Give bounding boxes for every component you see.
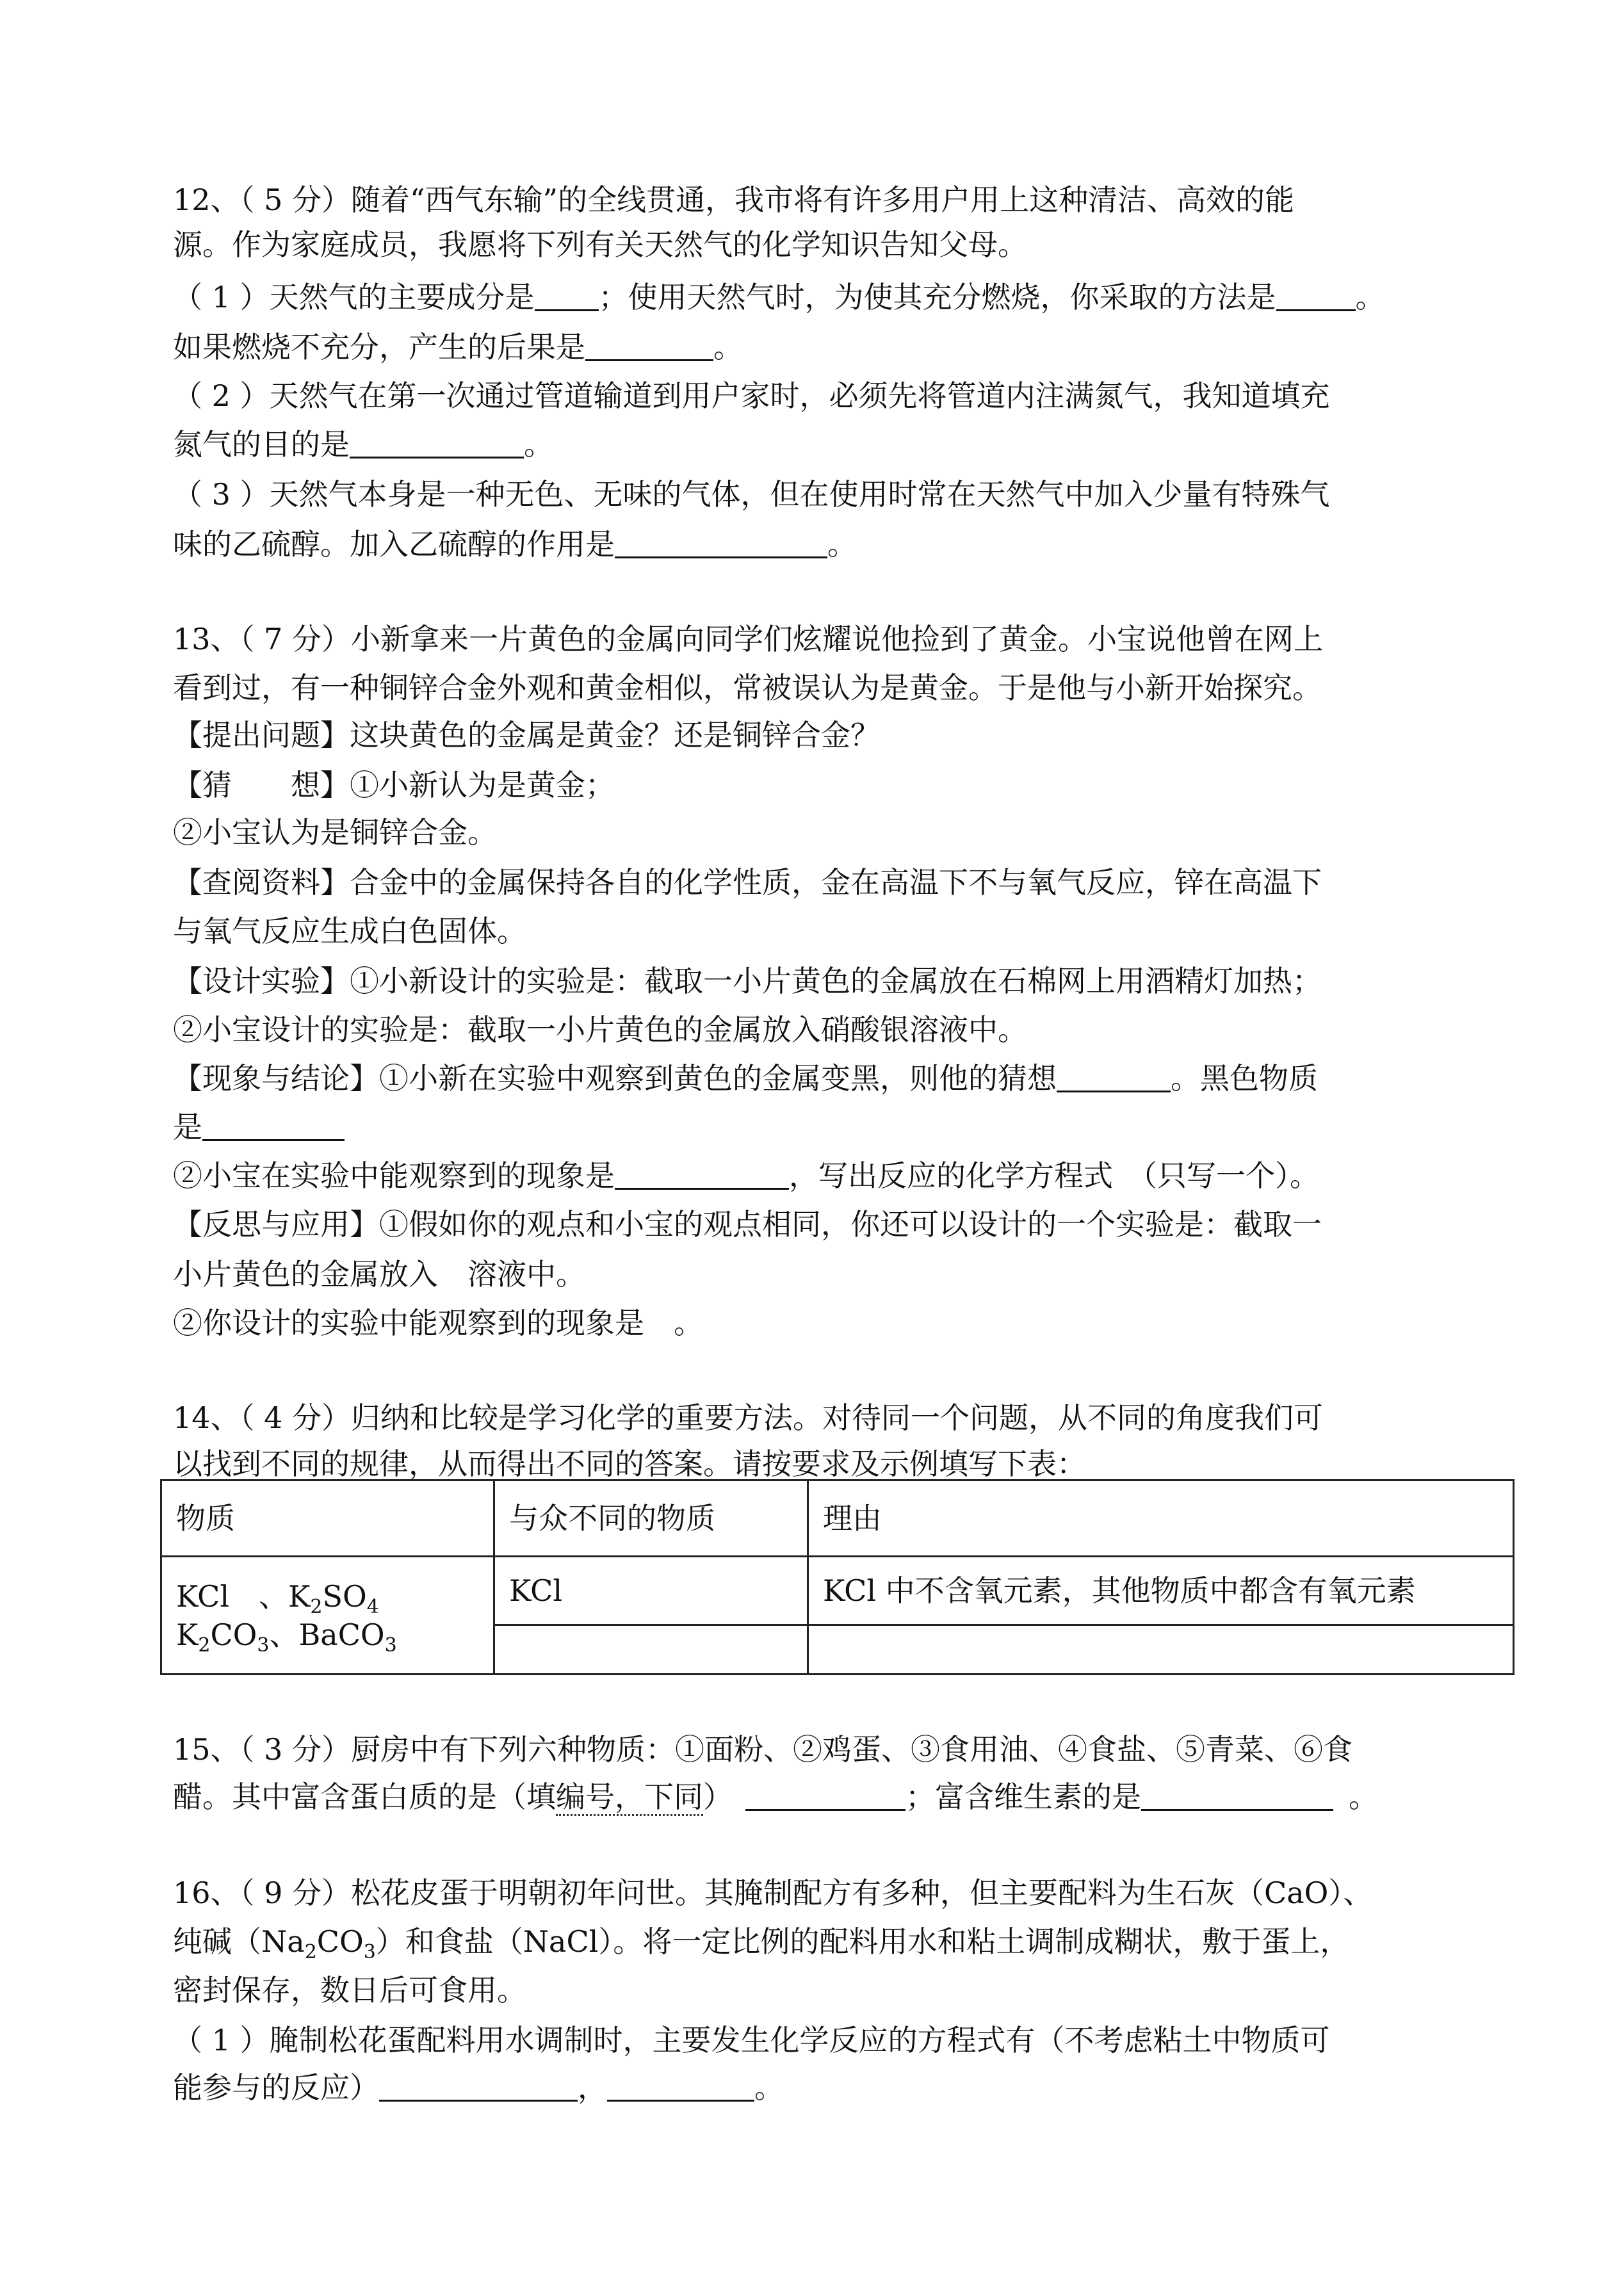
q12-line-7: （ 3 ）天然气本身是一种无色、无味的气体，但在使用时常在天然气中加入少量有特殊气 [173, 477, 1330, 512]
odd-one-cell: KCl [494, 1557, 808, 1625]
q12-line-5: （ 2 ）天然气在第一次通过管道输道到用户家时，必须先将管道内注满氮气，我知道填充 [173, 378, 1330, 413]
q16-line-4: （ 1 ）腌制松花蛋配料用水调制时，主要发生化学反应的方程式有（不考虑粘土中物质可 [173, 2023, 1330, 2057]
table-header-cell: 物质 [161, 1480, 494, 1557]
table-header-cell: 理由 [808, 1480, 1514, 1557]
q13-line-8: 【设计实验】①小新设计的实验是：截取一小片黄色的金属放在石棉网上用酒精灯加热； [173, 964, 1322, 998]
answer-blank[interactable] [745, 1781, 905, 1811]
q15-line-2: 醋。其中富含蛋白质的是（填编号，下同） ；富含维生素的是 。 [173, 1778, 1378, 1816]
q15-line-1: 15、（ 3 分）厨房中有下列六种物质：①面粉、②鸡蛋、③食用油、④食盐、⑤青菜、⑥食 [173, 1732, 1353, 1767]
answer-cell[interactable] [494, 1625, 808, 1675]
q12-line-2: 源。作为家庭成员，我愿将下列有关天然气的化学知识告知父母。 [173, 227, 1027, 262]
q13-line-3: 【提出问题】这块黄色的金属是黄金？还是铜锌合金？ [173, 718, 880, 752]
q13-line-13: 【反思与应用】①假如你的观点和小宝的观点相同，你还可以设计的一个实验是：截取一 [173, 1207, 1322, 1242]
substances-cell: KCl 、$K_2SO_4$ $K_2CO_3$、BaCO$_3$ [161, 1557, 494, 1675]
q13-line-15: ②你设计的实验中能观察到的现象是 。 [173, 1306, 703, 1340]
answer-blank[interactable] [350, 428, 524, 458]
q16-line-2: 纯碱$(Na_2CO_3)$和食盐（NaCl）。将一定比例的配料用水和粘土调制成糊状，敷于蛋上， [173, 1924, 1350, 1963]
q13-line-5: ②小宝认为是铜锌合金。 [173, 815, 497, 850]
q14-line-2: 以找到不同的规律，从而得出不同的答案。请按要求及示例填写下表： [173, 1447, 1086, 1481]
table-row [161, 1557, 1514, 1625]
answer-blank[interactable] [585, 331, 713, 361]
q13-line-11: 是 [173, 1108, 345, 1146]
q14-line-1: 14、（ 4 分）归纳和比较是学习化学的重要方法。对待同一个问题，从不同的角度我们可 [173, 1400, 1324, 1435]
q13-line-6: 【查阅资料】合金中的金属保持各自的化学性质，金在高温下不与氧气反应，锌在高温下 [173, 865, 1322, 900]
answer-blank[interactable] [607, 2072, 754, 2102]
answer-blank[interactable] [615, 1160, 789, 1190]
q16-line-5: 能参与的反应） ， 。 [173, 2070, 784, 2105]
q16-line-1: 16、（ 9 分）松花皮蛋于明朝初年问世。其腌制配方有多种，但主要配料为生石灰（CaO）、 [173, 1876, 1373, 1910]
answer-blank[interactable] [535, 281, 599, 311]
answer-blank[interactable] [379, 2072, 578, 2102]
comparison-table [160, 1479, 1514, 1675]
q12-line-1: 12、（ 5 分）随着“西气东输”的全线贯通，我市将有许多用户用上这种清洁、高效的能 [173, 182, 1295, 217]
reason-cell: KCl 中不含氧元素，其他物质中都含有氧元素 [808, 1557, 1514, 1625]
q12-line-3: （ 1 ）天然气的主要成分是 ；使用天然气时，为使其充分燃烧，你采取的方法是 。 [173, 280, 1385, 314]
answer-blank[interactable] [1057, 1062, 1171, 1092]
q13-line-1: 13、（ 7 分）小新拿来一片黄色的金属向同学们炫耀说他捡到了黄金。小宝说他曾在网上 [173, 622, 1324, 656]
answer-blank[interactable] [1141, 1781, 1333, 1811]
q12-line-8: 味的乙硫醇。加入乙硫醇的作用是 。 [173, 527, 857, 562]
q13-line-14: 小片黄色的金属放入 溶液中。 [173, 1257, 585, 1292]
q13-line-12: ②小宝在实验中能观察到的现象是 ，写出反应的化学方程式 （只写一个）。 [173, 1158, 1319, 1193]
answer-blank[interactable] [1276, 281, 1356, 311]
q16-line-3: 密封保存，数日后可食用。 [173, 1973, 526, 2007]
answer-blank[interactable] [615, 528, 827, 558]
answer-blank[interactable] [202, 1111, 345, 1141]
table-header-cell: 与众不同的物质 [494, 1480, 808, 1557]
q13-line-7: 与氧气反应生成白色固体。 [173, 914, 526, 948]
q13-line-4: 【猜 想】①小新认为是黄金； [173, 768, 615, 802]
q13-line-9: ②小宝设计的实验是：截取一小片黄色的金属放入硝酸银溶液中。 [173, 1012, 1027, 1047]
q12-line-6: 氮气的目的是 。 [173, 427, 553, 462]
answer-cell[interactable] [808, 1625, 1514, 1675]
q12-line-4: 如果燃烧不充分，产生的后果是 。 [173, 330, 743, 364]
q13-line-10: 【现象与结论】①小新在实验中观察到黄色的金属变黑，则他的猜想 。黑色物质 [173, 1061, 1318, 1096]
table-header-row [161, 1480, 1514, 1557]
q13-line-2: 看到过，有一种铜锌合金外观和黄金相似，常被误认为是黄金。于是他与小新开始探究。 [173, 670, 1322, 705]
